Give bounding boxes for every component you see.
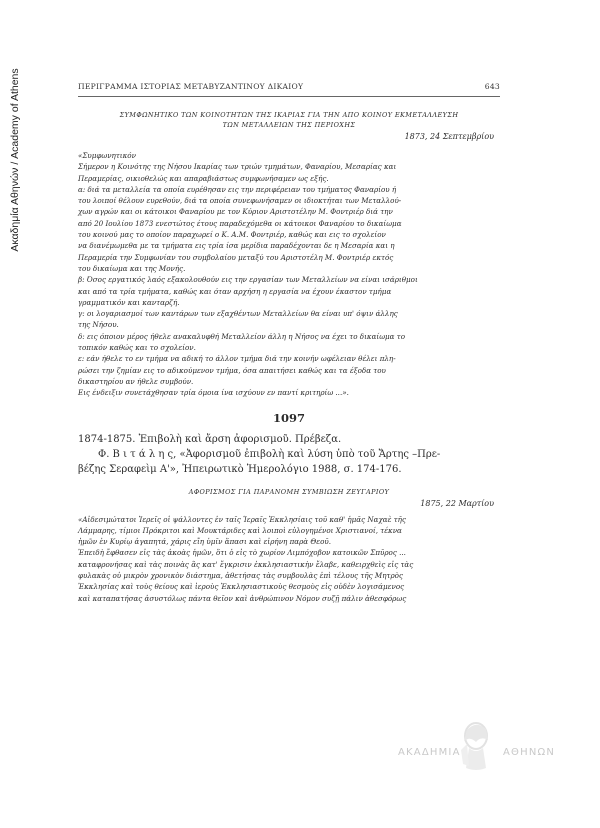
reference-citation-line: βέζης Σεραφεὶμ Α'», Ἠπειρωτικὸ Ἡμερολόγιο 1988, σ. 174-176. [78, 463, 402, 475]
body-line: Ἐκκλησίας καὶ τοὺς θείους καὶ ἱεροὺς Ἐκκλησιαστικοὺς θεσμοὺς εἰς οὐδὲν λογισάμενος [78, 582, 405, 592]
body-line: δ: εις όποιον μέρος ήθελε ανακαλυφθή Μεταλλείον άλλη η Νήσος να έχει το δικαίωμα το [78, 331, 406, 341]
body-line: ἡμῶν ἐν Κυρίῳ ἀγαπητά, χάρις εἴη ὑμῖν ἅπασι καὶ εἰρήνη παρὰ Θεοῦ. [78, 537, 331, 547]
section1-body [78, 150, 500, 399]
reference-heading: 1874-1875. Ἐπιβολὴ καὶ ἄρση ἀφορισμοῦ. Πρέβεζα. [78, 433, 342, 445]
body-line: ε: εάν ήθελε το εν τμήμα να αδική το άλλον τμήμα διά την κοινήν ωφέλειαν θέλει πλη- [78, 354, 396, 364]
document-page [78, 82, 500, 604]
body-line: τοπικόν καθώς και το σχολείον. [78, 343, 196, 353]
body-line: «Συμφωνητικόν [78, 151, 136, 160]
section1-title-line: ΣΥΜΦΩΝΗΤΙΚΟ ΤΩΝ ΚΟΙΝΟΤΗΤΩΝ ΤΗΣ ΙΚΑΡΙΑΣ ΓΙΑ ΤΗΝ ΑΠΟ ΚΟΙΝΟΥ ΕΚΜΕΤΑΛΛΕΥΣΗ [119, 111, 459, 119]
body-line: Ἐπειδὴ ἔφθασεν εἰς τὰς ἀκοὰς ἡμῶν, ὅτι ὁ εἰς τὸ χωρίον Λιμπόχοβον κατοικῶν Σπῦρος ... [78, 548, 406, 558]
reference-citation-line: Φ. Β ι τ ά λ η ς, «Ἀφορισμοῦ ἐπιβολὴ καὶ λύση ὑπὸ τοῦ Ἄρτης –Πρε- [98, 448, 441, 460]
body-line: Εις ένδειξιν συνετάχθησαν τρία όμοια ίνα ισχύουν εν παντί κριτηρίω ...». [78, 388, 349, 398]
body-line: Λάμμαρης, τίμιοι Πρόκριτοι καὶ Μουκτάριδες καὶ λοιποὶ εὐλογημένοι Χριστιανοί, τέκνα [78, 525, 402, 535]
body-line: και από τα τρία τμήματα, καθώς και όταν αρχήση η εργασία να έχουν έκαστον τμήμα [78, 286, 392, 296]
watermark-text-academy: ΑΚΑΔΗΜΙΑ [398, 747, 461, 758]
body-line: γραμματικόν και κανταρζή. [78, 297, 180, 307]
watermark-text-athens: ΑΘΗΝΩΝ [503, 747, 556, 758]
page-number: 643 [484, 82, 500, 91]
body-line: να διανέμωμεθα με τα τμήματα εις τρία ίσα μερίδια παραδέχονται δε η Μεσαρία και η [78, 241, 395, 251]
section2-title: ΑΦΟΡΙΣΜΟΣ ΓΙΑ ΠΑΡΑΝΟΜΗ ΣΥΜΒΙΩΣΗ ΖΕΥΓΑΡΙΟΥ [188, 487, 390, 496]
running-header-title: ΠΕΡΙΓΡΑΜΜΑ ΙΣΤΟΡΙΑΣ ΜΕΤΑΒΥΖΑΝΤΙΝΟΥ ΔΙΚΑΙΟΥ [78, 82, 304, 91]
header-rule [78, 96, 500, 97]
body-line: α: διά τα μεταλλεία τα οποία ευρέθησαν εις την περιφέρειαν του τμήματος Φαναρίου ή [78, 184, 397, 194]
body-line: χων αγρών και οι κάτοικοι Φαναρίου με τον Κύριον Αριστοτέλην Μ. Φοντριέρ διά την [78, 207, 393, 217]
entry-number: 1097 [272, 410, 305, 425]
body-line: «Αἰδεσιμώτατοι Ἱερεῖς οἱ ψάλλοντες ἐν ταῖς Ἱεραῖς Ἐκκλησίαις τοῦ καθ' ἡμᾶς Ναχαὲ τῆς [78, 514, 406, 524]
body-line: φυλακὰς οὐ μικρὸν χρονικὸν διάστημα, ἀθετήσας τὰς συμβουλὰς ἐπὶ τέλους τῆς Μητρὸς [78, 571, 403, 581]
section1-title [78, 110, 500, 130]
body-line: Περαμερία την Συμφωνίαν του συμβολαίου μεταξύ του Αριστοτέλη Μ. Φοντριέρ εκτός [78, 252, 394, 262]
body-line: του δικαίωμα και της Μονής. [78, 263, 186, 273]
section1-title-line: ΤΩΝ ΜΕΤΑΛΛΕΙΩΝ ΤΗΣ ΠΕΡΙΟΧΗΣ [222, 121, 356, 129]
body-line: από 20 Ιουλίου 1873 ενεστώτος έτους παραδεχόμεθα οι κάτοικοι Φαναρίου το δικαίωμα [78, 218, 402, 228]
body-line: Σήμερον η Κοινότης της Νήσου Ικαρίας των τριών τμημάτων, Φαναρίου, Μεσαρίας και [78, 162, 397, 172]
body-line: δικαστηρίου αν ήθελε συμβούν. [78, 376, 194, 386]
body-line: γ: οι λογαριασμοί των καντάρων των εξαχθέντων Μεταλλείων θα είναι υπ' όψιν άλλης [78, 309, 398, 319]
archive-label-text: Ακαδημία Αθηνών / Academy of Athens [9, 68, 21, 252]
body-line: της Νήσου. [78, 320, 119, 330]
section2-body [78, 514, 500, 604]
section1-date: 1873, 24 Σεπτεμβρίου [404, 132, 494, 141]
academy-seal-watermark-icon [455, 720, 497, 772]
body-line: β: Όσος εργατικός λαός εξακολουθούν εις την εργασίαν των Μεταλλείων να είναι ισάριθμοι [78, 275, 418, 285]
archive-side-label [4, 40, 26, 280]
body-line: του κοινού μας το οποίον παραχωρεί ο Κ. Α.Μ. Φοντριέρ, καθώς και εις το σχολείον [78, 230, 386, 240]
section2-date: 1875, 22 Μαρτίου [420, 498, 494, 508]
body-line: Περαμερίας, οικιοθελώς και απαραβιάστως συμφωνήσαμεν ως εξής. [78, 173, 329, 183]
running-header [78, 82, 500, 91]
body-line: καταφρονήσας καὶ τὰς ποινὰς ἃς κατ' ἔγκρισιν ἐκκλησιαστικὴν ἔλαβε, καθειρχθεὶς εἰς τὰς [78, 559, 414, 569]
body-line: καὶ καταπατήσας ἀσυστόλως πάντα θεῖον καὶ ἀνθρώπινον Νόμον συζῇ πάλιν ἀθεσφόρως [78, 593, 407, 603]
entry-reference [78, 432, 500, 477]
body-line: ρώσει την ζημίαν εις το αδικούμενον τμήμα, όσα απαιτήσει καθώς και τα έξοδα του [78, 365, 386, 375]
body-line: του λοιποί θέλουν ευρεθούν, διά τα οποία συνεφωνήσαμεν οι ιδιοκτήται των Μεταλλού- [78, 196, 402, 206]
